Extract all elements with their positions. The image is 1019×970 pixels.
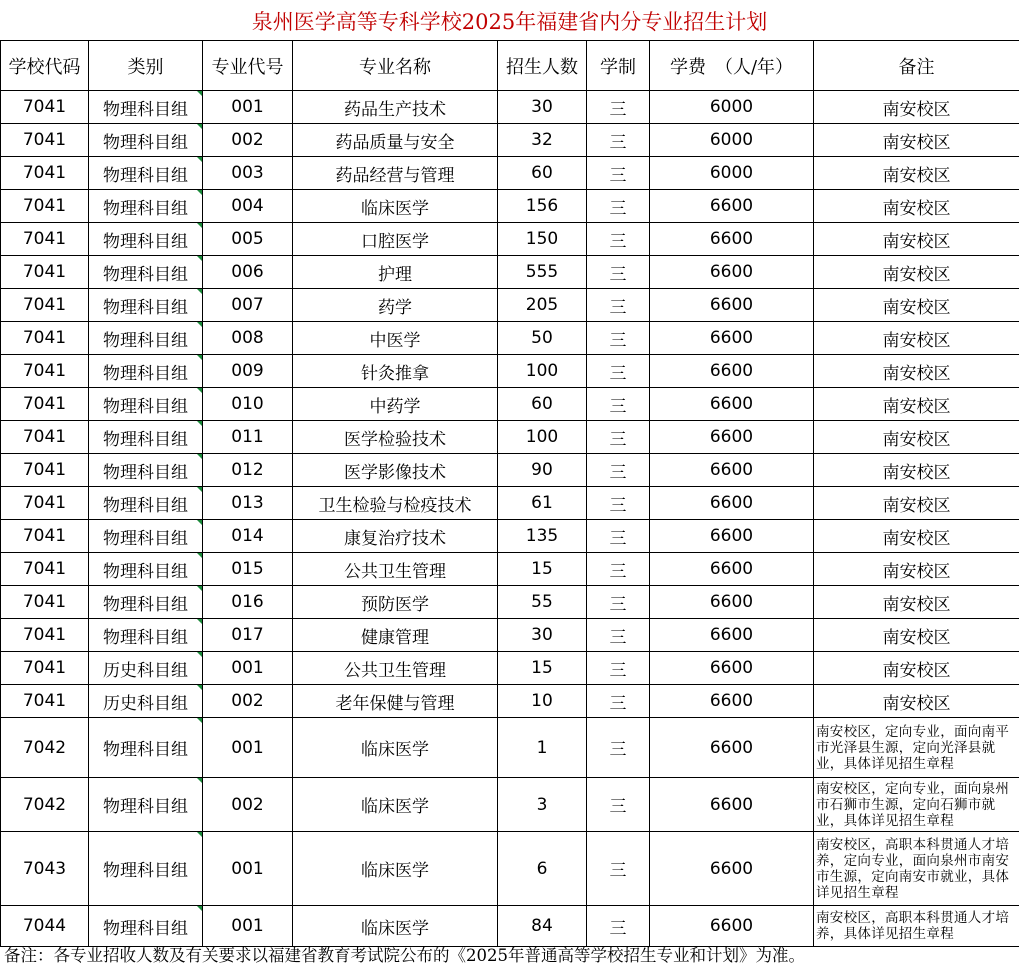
- table-body: [1, 91, 1019, 947]
- cell-duration: 三: [587, 223, 650, 256]
- cell-category: 物理科目组: [89, 91, 203, 124]
- enrollment-plan-table: [0, 40, 1019, 947]
- cell-remarks: 南安校区: [814, 454, 1019, 487]
- cell-tuition: 6000: [650, 91, 814, 124]
- header-tuition: 学费 （人/年）: [650, 41, 814, 91]
- cell-remarks: 南安校区: [814, 520, 1019, 553]
- cell-tuition: 6600: [650, 685, 814, 718]
- cell-enrollment: 100: [498, 421, 587, 454]
- cell-category: 物理科目组: [89, 190, 203, 223]
- cell-category: 物理科目组: [89, 256, 203, 289]
- table-row: [1, 124, 1019, 157]
- cell-major-name: 临床医学: [293, 778, 498, 832]
- cell-major-name: 卫生检验与检疫技术: [293, 487, 498, 520]
- cell-major-code: 001: [203, 832, 293, 906]
- cell-major-code: 009: [203, 355, 293, 388]
- cell-enrollment: 55: [498, 586, 587, 619]
- cell-tuition: 6600: [650, 553, 814, 586]
- cell-major-name: 针灸推拿: [293, 355, 498, 388]
- cell-category: 物理科目组: [89, 586, 203, 619]
- cell-category: 物理科目组: [89, 553, 203, 586]
- cell-major-name: 临床医学: [293, 718, 498, 778]
- table-row: [1, 586, 1019, 619]
- cell-enrollment: 84: [498, 906, 587, 947]
- cell-enrollment: 3: [498, 778, 587, 832]
- cell-school-code: 7041: [1, 289, 89, 322]
- cell-category: 物理科目组: [89, 157, 203, 190]
- cell-major-code: 002: [203, 685, 293, 718]
- header-major-name: 专业名称: [293, 41, 498, 91]
- cell-remarks: 南安校区: [814, 322, 1019, 355]
- cell-school-code: 7041: [1, 685, 89, 718]
- cell-school-code: 7041: [1, 553, 89, 586]
- cell-major-name: 医学检验技术: [293, 421, 498, 454]
- table-row: [1, 223, 1019, 256]
- cell-school-code: 7041: [1, 421, 89, 454]
- cell-category: 物理科目组: [89, 355, 203, 388]
- cell-remarks: 南安校区，定向专业，面向泉州市石狮市生源，定向石狮市就业，具体详见招生章程: [814, 778, 1019, 832]
- cell-enrollment: 30: [498, 91, 587, 124]
- cell-enrollment: 205: [498, 289, 587, 322]
- cell-major-code: 008: [203, 322, 293, 355]
- cell-remarks: 南安校区: [814, 124, 1019, 157]
- cell-duration: 三: [587, 685, 650, 718]
- cell-major-code: 005: [203, 223, 293, 256]
- table-row: [1, 190, 1019, 223]
- cell-duration: 三: [587, 421, 650, 454]
- table-row: [1, 289, 1019, 322]
- cell-remarks: 南安校区，高职本科贯通人才培养，定向专业，面向泉州市南安市生源，定向南安市就业，具体详见招生章程: [814, 832, 1019, 906]
- cell-duration: 三: [587, 652, 650, 685]
- cell-tuition: 6600: [650, 652, 814, 685]
- table-header-row: [1, 41, 1019, 91]
- cell-school-code: 7041: [1, 91, 89, 124]
- cell-school-code: 7041: [1, 190, 89, 223]
- cell-tuition: 6600: [650, 454, 814, 487]
- table-row: [1, 685, 1019, 718]
- cell-duration: 三: [587, 256, 650, 289]
- cell-major-name: 公共卫生管理: [293, 553, 498, 586]
- cell-remarks: 南安校区: [814, 157, 1019, 190]
- cell-duration: 三: [587, 906, 650, 947]
- header-remarks: 备注: [814, 41, 1019, 91]
- cell-category: 物理科目组: [89, 906, 203, 947]
- cell-remarks: 南安校区: [814, 289, 1019, 322]
- cell-duration: 三: [587, 778, 650, 832]
- table-row: [1, 619, 1019, 652]
- cell-category: 物理科目组: [89, 778, 203, 832]
- cell-tuition: 6600: [650, 256, 814, 289]
- table-row: [1, 355, 1019, 388]
- cell-category: 物理科目组: [89, 619, 203, 652]
- cell-school-code: 7041: [1, 388, 89, 421]
- cell-category: 物理科目组: [89, 718, 203, 778]
- cell-duration: 三: [587, 124, 650, 157]
- cell-remarks: 南安校区: [814, 190, 1019, 223]
- cell-major-name: 护理: [293, 256, 498, 289]
- cell-remarks: 南安校区: [814, 355, 1019, 388]
- cell-major-code: 001: [203, 652, 293, 685]
- table-row: [1, 832, 1019, 906]
- cell-tuition: 6600: [650, 718, 814, 778]
- cell-school-code: 7041: [1, 454, 89, 487]
- header-duration: 学制: [587, 41, 650, 91]
- cell-remarks: 南安校区: [814, 256, 1019, 289]
- cell-remarks: 南安校区: [814, 586, 1019, 619]
- table-row: [1, 322, 1019, 355]
- table-row: [1, 652, 1019, 685]
- cell-major-code: 007: [203, 289, 293, 322]
- cell-major-code: 001: [203, 718, 293, 778]
- cell-duration: 三: [587, 157, 650, 190]
- table-row: [1, 388, 1019, 421]
- cell-enrollment: 90: [498, 454, 587, 487]
- cell-major-code: 006: [203, 256, 293, 289]
- cell-category: 物理科目组: [89, 520, 203, 553]
- cell-enrollment: 60: [498, 388, 587, 421]
- header-school-code: 学校代码: [1, 41, 89, 91]
- cell-major-code: 013: [203, 487, 293, 520]
- table-row: [1, 421, 1019, 454]
- cell-enrollment: 135: [498, 520, 587, 553]
- table-row: [1, 91, 1019, 124]
- cell-tuition: 6600: [650, 487, 814, 520]
- cell-tuition: 6600: [650, 322, 814, 355]
- cell-major-name: 医学影像技术: [293, 454, 498, 487]
- cell-tuition: 6600: [650, 223, 814, 256]
- cell-remarks: 南安校区: [814, 223, 1019, 256]
- cell-school-code: 7041: [1, 619, 89, 652]
- cell-major-code: 003: [203, 157, 293, 190]
- cell-category: 物理科目组: [89, 832, 203, 906]
- cell-school-code: 7041: [1, 355, 89, 388]
- cell-remarks: 南安校区: [814, 619, 1019, 652]
- cell-duration: 三: [587, 91, 650, 124]
- table-row: [1, 718, 1019, 778]
- cell-school-code: 7041: [1, 157, 89, 190]
- cell-remarks: 南安校区: [814, 553, 1019, 586]
- cell-major-name: 中药学: [293, 388, 498, 421]
- cell-major-name: 药品经营与管理: [293, 157, 498, 190]
- table-row: [1, 256, 1019, 289]
- cell-duration: 三: [587, 718, 650, 778]
- cell-duration: 三: [587, 322, 650, 355]
- cell-enrollment: 150: [498, 223, 587, 256]
- cell-tuition: 6600: [650, 778, 814, 832]
- cell-school-code: 7041: [1, 586, 89, 619]
- cell-enrollment: 15: [498, 553, 587, 586]
- cell-enrollment: 6: [498, 832, 587, 906]
- cell-tuition: 6600: [650, 520, 814, 553]
- cell-major-code: 014: [203, 520, 293, 553]
- page-title: 泉州医学高等专科学校2025年福建省内分专业招生计划: [0, 0, 1019, 41]
- cell-major-name: 口腔医学: [293, 223, 498, 256]
- cell-enrollment: 50: [498, 322, 587, 355]
- cell-school-code: 7042: [1, 718, 89, 778]
- cell-major-name: 药品质量与安全: [293, 124, 498, 157]
- cell-enrollment: 10: [498, 685, 587, 718]
- footnote: 备注：各专业招收人数及有关要求以福建省教育考试院公布的《2025年普通高等学校招生专业和计划》为准。: [4, 946, 805, 965]
- table-row: [1, 553, 1019, 586]
- cell-tuition: 6600: [650, 388, 814, 421]
- cell-remarks: 南安校区: [814, 652, 1019, 685]
- cell-school-code: 7044: [1, 906, 89, 947]
- cell-school-code: 7041: [1, 322, 89, 355]
- cell-enrollment: 30: [498, 619, 587, 652]
- cell-enrollment: 555: [498, 256, 587, 289]
- cell-enrollment: 61: [498, 487, 587, 520]
- cell-duration: 三: [587, 454, 650, 487]
- table-row: [1, 157, 1019, 190]
- cell-remarks: 南安校区，定向专业，面向南平市光泽县生源，定向光泽县就业，具体详见招生章程: [814, 718, 1019, 778]
- cell-tuition: 6600: [650, 289, 814, 322]
- cell-tuition: 6600: [650, 586, 814, 619]
- cell-major-code: 002: [203, 778, 293, 832]
- cell-major-name: 药学: [293, 289, 498, 322]
- cell-remarks: 南安校区: [814, 91, 1019, 124]
- cell-major-name: 公共卫生管理: [293, 652, 498, 685]
- cell-enrollment: 1: [498, 718, 587, 778]
- cell-remarks: 南安校区: [814, 388, 1019, 421]
- cell-tuition: 6600: [650, 906, 814, 947]
- cell-major-code: 016: [203, 586, 293, 619]
- cell-enrollment: 156: [498, 190, 587, 223]
- cell-category: 历史科目组: [89, 685, 203, 718]
- cell-school-code: 7041: [1, 520, 89, 553]
- cell-major-name: 健康管理: [293, 619, 498, 652]
- cell-major-code: 001: [203, 906, 293, 947]
- cell-school-code: 7042: [1, 778, 89, 832]
- cell-major-name: 中医学: [293, 322, 498, 355]
- cell-remarks: 南安校区: [814, 685, 1019, 718]
- table-row: [1, 778, 1019, 832]
- cell-remarks: 南安校区: [814, 421, 1019, 454]
- cell-enrollment: 60: [498, 157, 587, 190]
- cell-major-name: 临床医学: [293, 906, 498, 947]
- cell-tuition: 6000: [650, 157, 814, 190]
- cell-remarks: 南安校区，高职本科贯通人才培养，具体详见招生章程: [814, 906, 1019, 947]
- cell-school-code: 7041: [1, 256, 89, 289]
- cell-duration: 三: [587, 832, 650, 906]
- cell-school-code: 7041: [1, 223, 89, 256]
- cell-category: 物理科目组: [89, 421, 203, 454]
- cell-category: 历史科目组: [89, 652, 203, 685]
- cell-duration: 三: [587, 553, 650, 586]
- cell-category: 物理科目组: [89, 388, 203, 421]
- cell-major-code: 012: [203, 454, 293, 487]
- cell-enrollment: 100: [498, 355, 587, 388]
- cell-duration: 三: [587, 487, 650, 520]
- cell-school-code: 7041: [1, 652, 89, 685]
- cell-tuition: 6600: [650, 832, 814, 906]
- cell-tuition: 6600: [650, 355, 814, 388]
- cell-duration: 三: [587, 388, 650, 421]
- table-row: [1, 906, 1019, 947]
- cell-enrollment: 15: [498, 652, 587, 685]
- cell-major-code: 001: [203, 91, 293, 124]
- cell-category: 物理科目组: [89, 223, 203, 256]
- cell-major-code: 002: [203, 124, 293, 157]
- cell-remarks: 南安校区: [814, 487, 1019, 520]
- cell-major-name: 老年保健与管理: [293, 685, 498, 718]
- cell-major-code: 010: [203, 388, 293, 421]
- cell-tuition: 6600: [650, 619, 814, 652]
- cell-category: 物理科目组: [89, 322, 203, 355]
- cell-tuition: 6600: [650, 190, 814, 223]
- cell-major-code: 011: [203, 421, 293, 454]
- cell-school-code: 7041: [1, 124, 89, 157]
- table-row: [1, 454, 1019, 487]
- cell-tuition: 6600: [650, 421, 814, 454]
- cell-duration: 三: [587, 586, 650, 619]
- cell-category: 物理科目组: [89, 289, 203, 322]
- cell-major-name: 康复治疗技术: [293, 520, 498, 553]
- cell-school-code: 7043: [1, 832, 89, 906]
- cell-major-name: 临床医学: [293, 832, 498, 906]
- cell-duration: 三: [587, 355, 650, 388]
- cell-major-name: 预防医学: [293, 586, 498, 619]
- cell-major-name: 药品生产技术: [293, 91, 498, 124]
- cell-duration: 三: [587, 190, 650, 223]
- header-category: 类别: [89, 41, 203, 91]
- cell-major-code: 015: [203, 553, 293, 586]
- cell-category: 物理科目组: [89, 487, 203, 520]
- cell-tuition: 6000: [650, 124, 814, 157]
- cell-category: 物理科目组: [89, 124, 203, 157]
- cell-duration: 三: [587, 520, 650, 553]
- cell-major-code: 017: [203, 619, 293, 652]
- cell-major-code: 004: [203, 190, 293, 223]
- table-row: [1, 487, 1019, 520]
- cell-enrollment: 32: [498, 124, 587, 157]
- header-enrollment: 招生人数: [498, 41, 587, 91]
- cell-duration: 三: [587, 289, 650, 322]
- cell-category: 物理科目组: [89, 454, 203, 487]
- cell-duration: 三: [587, 619, 650, 652]
- header-major-code: 专业代号: [203, 41, 293, 91]
- cell-major-name: 临床医学: [293, 190, 498, 223]
- table-row: [1, 520, 1019, 553]
- cell-school-code: 7041: [1, 487, 89, 520]
